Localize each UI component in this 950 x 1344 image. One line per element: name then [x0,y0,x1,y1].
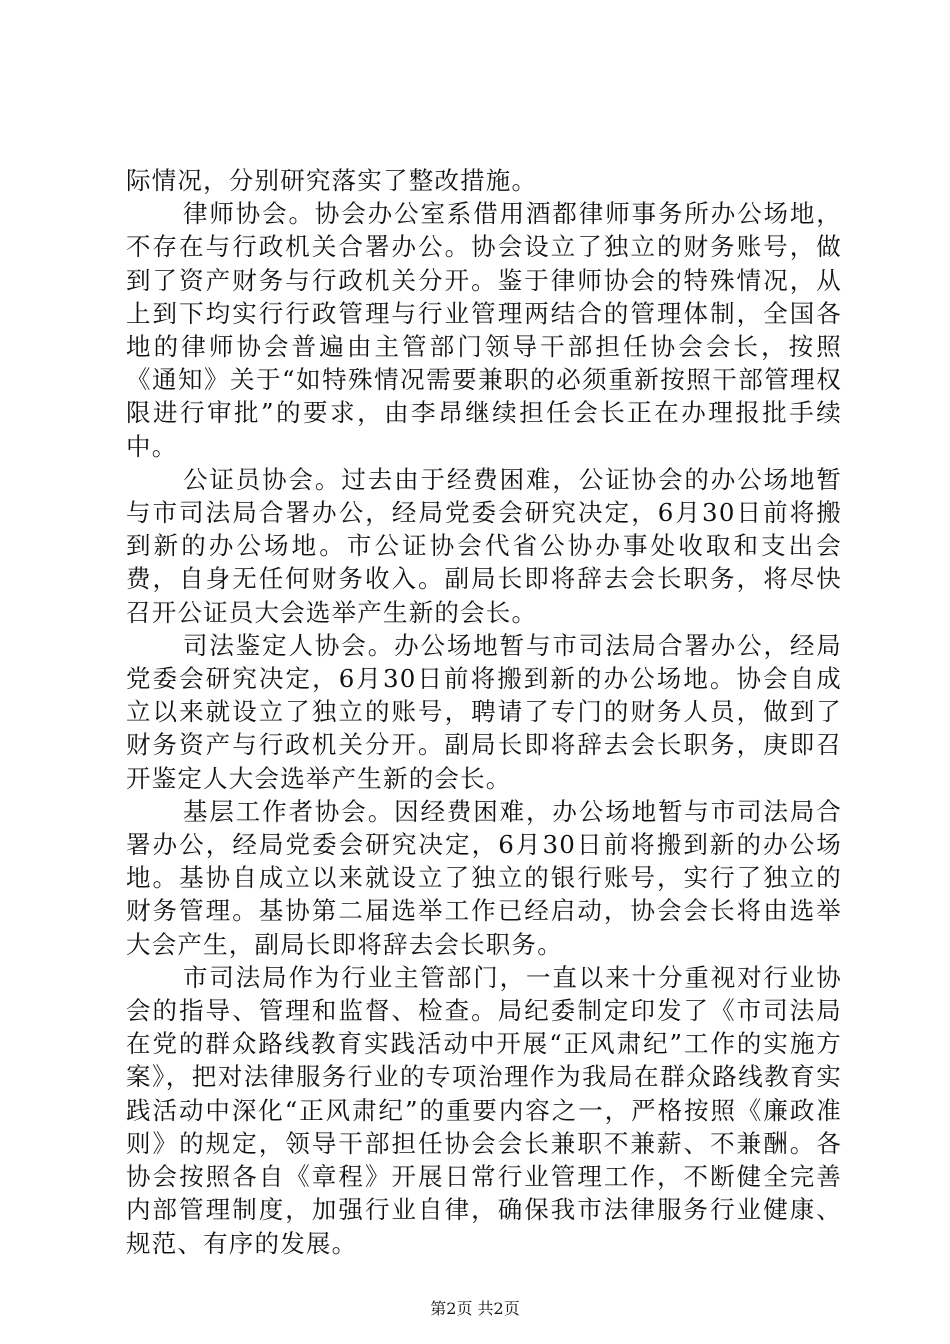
paragraph-forensic-association: 司法鉴定人协会。办公场地暂与市司法局合署办公，经局党委会研究决定，6月30日前将搬到新的办公场地。协会自成立以来就设立了独立的账号，聘请了专门的财务人员，做到了财务资产与行政机关分开。副局长即将辞去会长职务，庚即召开鉴定人大会选举产生新的会长。 [126,630,842,793]
paragraph-continuation: 际情况，分别研究落实了整改措施。 [126,166,538,195]
paragraph-lawyers-association: 律师协会。协会办公室系借用酒都律师事务所办公场地，不存在与行政机关合署办公。协会设立了独立的财务账号，做到了资产财务与行政机关分开。鉴于律师协会的特殊情况，从上到下均实行行政管理与行业管理两结合的管理体制，全国各地的律师协会普遍由主管部门领导干部担任协会会长，按照《通知》关于“如特殊情况需要兼职的必须重新按照干部管理权限进行审批”的要求，由李昂继续担任会长正在办理报批手续中。 [126,199,842,461]
paragraph-grassroots-association: 基层工作者协会。因经费困难，办公场地暂与市司法局合署办公，经局党委会研究决定，6月30日前将搬到新的办公场地。基协自成立以来就设立了独立的银行账号，实行了独立的财务管理。基协第二届选举工作已经启动，协会会长将由选举大会产生，副局长即将辞去会长职务。 [126,796,842,959]
page-footer: 第2页 共2页 [430,1299,520,1318]
paragraph-justice-bureau: 市司法局作为行业主管部门，一直以来十分重视对行业协会的指导、管理和监督、检查。局纪委制定印发了《市司法局在党的群众路线教育实践活动中开展“正风肃纪”工作的实施方案》，把对法律服务行业的专项治理作为我局在群众路线教育实践活动中深化“正风肃纪”的重要内容之一，严格按照《廉政准则》的规定，领导干部担任协会会长兼职不兼薪、不兼酬。各协会按照各自《章程》开展日常行业管理工作，不断健全完善内部管理制度，加强行业自律，确保我市法律服务行业健康、规范、有序的发展。 [126,962,842,1258]
paragraph-notary-association: 公证员协会。过去由于经费困难，公证协会的办公场地暂与市司法局合署办公，经局党委会研究决定，6月30日前将搬到新的办公场地。市公证协会代省公协办事处收取和支出会费，自身无任何财务收入。副局长即将辞去会长职务，将尽快召开公证员大会选举产生新的会长。 [126,464,842,627]
document-body [126,164,842,1260]
